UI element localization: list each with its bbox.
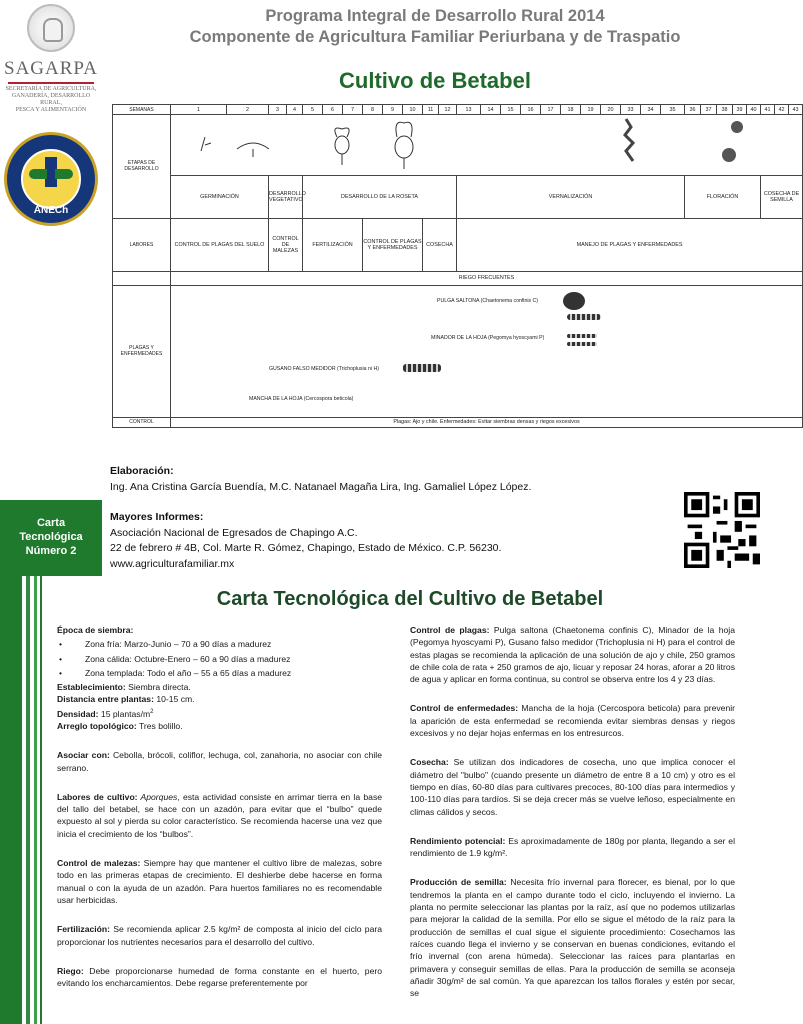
website-link[interactable]: www.agriculturafamiliar.mx — [110, 557, 235, 570]
riego-blank — [113, 271, 171, 285]
riego-label: Riego: — [57, 965, 84, 976]
list-item: • Zona fría: Marzo-Junio – 70 a 90 días a madurez — [57, 638, 382, 650]
establecimiento-label: Establecimiento: — [57, 682, 126, 693]
control-plagas-value: Pulga saltona (Chaetonema confinis C), Minador de la hoja (Pegomya hyoscyami P), Gusano falso medidor (Trichoplusia ni H) para el control de estas plagas se recomienda la aplicación de una solución de ajo y chile, 250 gramos de chile cola de rata + 250 gramos de ajo, licuar y reposar 24 horas, aforar a 20 litros de agua y aplicar en forma continua, su control se observa entre los 4 y 23 días. — [410, 625, 735, 685]
week-cell: 11 — [423, 105, 439, 115]
beet-growth-illustration — [171, 115, 755, 173]
week-cell: 43 — [789, 105, 803, 115]
labor-control-plagas-enfermedades: CONTROL DE PLAGAS Y ENFERMEDADES — [363, 218, 423, 271]
week-cell: 20 — [601, 105, 621, 115]
zonas-list — [57, 638, 382, 679]
leafminer-icon — [567, 334, 597, 338]
labor-control-malezas: CONTROL DE MALEZAS — [269, 218, 303, 271]
week-cell: 6 — [323, 105, 343, 115]
asociar-value: Cebolla, brócoli, coliflor, lechuga, col, zanahoria, no asociar con chile serrano. — [57, 750, 382, 773]
week-cell: 5 — [303, 105, 323, 115]
semilla-value: Necesita frío invernal para florecer, es bienal, por lo que tendremos la planta en el campo durante todo el ciclo, incluyendo el invierno. La planta no permite seleccionar las plantas por la raíz, así que no podemos utilizarlas para mejorar la calidad de la semilla. Por ello se sigue el método de la raíz para la producción de semillas el cual sigue el siguiente procedimiento: Cosechamos las raíces cuando llega el invierno y se conservan en buenas condiciones, evitando el frío invernal (con arena húmeda). Seleccionar las raíces para plantarlas en primavera y conseguir semillas de ellas. Para la producción de semilla se aconseja añadir 30g/m² de sal común. Ya que aparezcan los tallos florales y estén por secar, se — [410, 877, 735, 999]
asociar-label: Asociar con: — [57, 750, 110, 761]
address: 22 de febrero # 4B, Col. Marte R. Gómez, Chapingo, Estado de México. C.P. 56230. — [110, 542, 502, 554]
arreglo-label: Arreglo topológico: — [57, 720, 137, 731]
control-row — [113, 417, 803, 427]
bottom-title: Carta Tecnológica del Cultivo de Betabel — [216, 588, 604, 610]
week-cell: 3 — [269, 105, 287, 115]
distancia-label: Distancia entre plantas: — [57, 694, 154, 705]
elaboracion-heading: Elaboración: — [110, 465, 174, 477]
week-cell: 12 — [439, 105, 457, 115]
week-cell: 39 — [733, 105, 747, 115]
labores-row — [113, 218, 803, 271]
cosecha-label: Cosecha: — [410, 757, 449, 768]
week-cell: 1 — [171, 105, 227, 115]
stage-desarrollo-roseta: DESARROLLO DE LA ROSETA — [303, 176, 457, 219]
informes-heading: Mayores Informes: — [110, 511, 204, 523]
establecimiento-value: Siembra directa. — [125, 682, 191, 693]
page-title: Cultivo de Betabel — [339, 68, 531, 93]
week-cell: 8 — [363, 105, 383, 115]
stage-images-row — [113, 115, 803, 176]
week-cell: 38 — [717, 105, 733, 115]
flea-beetle-icon — [563, 292, 585, 310]
program-title: Programa Integral de Desarrollo Rural 2014 — [265, 7, 605, 25]
labor-cosecha: COSECHA — [423, 218, 457, 271]
crop-calendar-table — [112, 104, 803, 428]
labor-manejo-plagas: MANEJO DE PLAGAS Y ENFERMEDADES — [457, 218, 803, 271]
program-header — [110, 6, 760, 48]
pest-mancha-hoja: MANCHA DE LA HOJA (Cercospora beticola) — [249, 395, 354, 402]
stage-vernalizacion: VERNALIZACIÓN — [457, 176, 685, 219]
week-cell: 36 — [685, 105, 701, 115]
decorative-stripes — [0, 576, 44, 1024]
week-cell: 34 — [641, 105, 661, 115]
control-enfermedades-label: Control de enfermedades: — [410, 703, 519, 714]
riego-row — [113, 271, 803, 285]
credits-block — [110, 464, 670, 572]
week-cell: 16 — [521, 105, 541, 115]
week-cell: 19 — [581, 105, 601, 115]
riego-frecuentes: RIEGO FRECUENTES — [171, 271, 803, 285]
sagarpa-rule — [8, 82, 94, 84]
stage-desarrollo-vegetativo: DESARROLLO VEGETATIVO — [269, 176, 303, 219]
stage-illustrations — [171, 115, 803, 176]
plagas-area — [171, 285, 803, 417]
week-cell: 15 — [501, 105, 521, 115]
left-sidebar — [0, 0, 102, 576]
labor-fertilizacion: FERTILIZACIÓN — [303, 218, 363, 271]
pest-pulga-saltona: PULGA SALTONA (Chaetonema confinis C) — [437, 297, 539, 304]
stage-germinacion: GERMINACIÓN — [171, 176, 269, 219]
control-plagas-label: Control de plagas: — [410, 625, 490, 635]
distancia-value: 10-15 cm. — [153, 694, 195, 705]
week-cell: 33 — [621, 105, 641, 115]
carta-line-2: Tecnológica — [19, 531, 83, 543]
densidad-label: Densidad: — [57, 708, 99, 719]
sagarpa-logo-text: SAGARPA — [4, 58, 98, 79]
rendimiento-label: Rendimiento potencial: — [410, 835, 506, 846]
week-cell: 9 — [383, 105, 403, 115]
carta-line-1: Carta — [36, 517, 66, 529]
carta-line-3: Número 2 — [25, 545, 77, 557]
stages-row — [113, 176, 803, 219]
left-column: Época de siembra: • Zona fría: Marzo-Junio – 70 a 90 días a madurez • Zona cálida: Octubre-Enero – 60 a 90 días a madurez • Zona templada: Todo el año – 55 a 65 días a madurez Establecimiento: Siembra directa. Distancia entre plantas: 10-15 cm. Densidad: 15 plantas/$m^2$ Arreglo topológico: Tres bolillo. Asociar con: Cebolla, brócoli, coliflor, lechuga, col, zanahoria, no asociar con chile serrano. Labores de cultivo: Aporques, esta actividad consiste en arrimar tierra en la base del tallo del betabel, se hace con un azadón, para evitar que el “bulbo” quede expuesto al sol y pierda su color característico. Se recomienda hacerse una vez que inicia el crecimiento de los “bulbos”. Control de malezas: Siempre hay que mantener el cultivo libre de malezas, sobre todo en las primeras etapas de crecimiento. El deshierbe debe hacerse en forma manual o con la ayuda de un azadón. Para huertos familiares no es recomendable usar herbicidas. Fertilización: Se recomienda aplicar 2.5 kg/m² de composta al inicio del ciclo para proporcionar los nutrientes necesarios para el desarrollo del cultivo. Riego: Debe proporcionarse humedad de forma constante en el huerto, pero evitando los encharcamientos. Debe regarse preferentemente por — [57, 624, 382, 998]
leafminer-pupa-icon — [567, 342, 597, 346]
week-cell: 17 — [541, 105, 561, 115]
labores-label: Labores de cultivo: — [57, 791, 138, 802]
control-enfermedades-value: Mancha de la hoja (Cercospora beticola) para prevenir la aparición de esta enfermedad se recomienda evitar siembras densas y riegos excesivos y no dejar hojas enfermas en los entresurcos. — [410, 703, 735, 739]
mexico-seal-icon — [27, 4, 75, 52]
control-label: CONTROL — [113, 417, 171, 427]
malezas-label: Control de malezas: — [57, 858, 141, 869]
weeks-label: SEMANAS — [113, 105, 171, 115]
qr-code-icon — [684, 492, 760, 568]
week-cell: 37 — [701, 105, 717, 115]
week-cell: 4 — [287, 105, 303, 115]
labores-value: , esta actividad consiste en arrimar tierra en la base del tallo del betabel, se hace con un azadón, para evitar que el “bulbo” quede expuesto al sol y pierda su color característico. Se recomienda hacerse una vez que inicia el crecimiento de los “bulbos”. — [57, 791, 383, 839]
labor-control-plagas-suelo: CONTROL DE PLAGAS DEL SUELO — [171, 218, 269, 271]
control-text: Plagas: Ajo y chile. Enfermedades: Evitar siembras densas y riegos excesivos — [171, 417, 803, 427]
plagas-label: PLAGAS Y ENFERMEDADES — [113, 285, 171, 417]
arreglo-value: Tres bolillo. — [136, 720, 183, 731]
stages-label: ETAPAS DE DESARROLLO — [113, 115, 171, 219]
larva-icon — [567, 314, 601, 320]
carta-label — [4, 516, 98, 558]
semilla-label: Producción de semilla: — [410, 877, 507, 888]
week-cell: 10 — [403, 105, 423, 115]
right-column — [410, 624, 735, 1008]
week-cell: 40 — [747, 105, 761, 115]
epoca-label: Época de siembra: — [57, 625, 134, 635]
densidad-value: 15 plantas/m — [98, 708, 151, 719]
week-cell: 41 — [761, 105, 775, 115]
organization: Asociación Nacional de Egresados de Chapingo A.C. — [110, 526, 358, 539]
anech-logo — [4, 132, 98, 226]
week-cell: 13 — [457, 105, 481, 115]
fertilizacion-label: Fertilización: — [57, 924, 111, 935]
malezas-value: Siempre hay que mantener el cultivo libre de malezas, sobre todo en las primeras etapas de crecimiento. El deshierbe debe hacerse en forma manual o con la ayuda de un azadón. Para huertos familiares no es recomendable usar herbicidas. — [57, 858, 382, 905]
anech-abbr: ANECh — [33, 205, 69, 216]
labores-label: LABORES — [113, 218, 171, 271]
riego-value: Debe proporcionarse humedad de forma constante en el huerto, pero evitando los encharcamientos. Debe regarse preferentemente por — [57, 965, 382, 989]
week-cell: 14 — [481, 105, 501, 115]
stage-floracion: FLORACIÓN — [685, 176, 761, 219]
stage-cosecha-semilla: COSECHA DE SEMILLA — [761, 176, 803, 219]
week-cell: 18 — [561, 105, 581, 115]
authors: Ing. Ana Cristina García Buendía, M.C. Natanael Magaña Lira, Ing. Gamaliel López López. — [110, 480, 532, 493]
cosecha-value: Se utilizan dos indicadores de cosecha, uno que implica conocer el diámetro del "bulbo" (cuando presente un diámetro de entre 8 a 10 cm) y otro es el tiempo en días, 60-80 días para cultivares precoces, 80-100 días para intermedios y 100-110 días para tardíos. Si se deja crecer más se vuelve leñoso, especialmente en climas cálidos y secos. — [410, 757, 735, 817]
sagarpa-subtitle: SECRETARÍA DE AGRICULTURA, GANADERÍA, DESARROLLO RURAL, PESCA Y ALIMENTACIÓN — [5, 86, 97, 113]
week-cell: 35 — [661, 105, 685, 115]
plagas-row — [113, 285, 803, 417]
week-cell: 7 — [343, 105, 363, 115]
fertilizacion-value: Se recomienda aplicar 2.5 kg/m² de composta al inicio del ciclo para proporcionar los nutrientes necesarios para el desarrollo del cultivo. — [57, 924, 382, 947]
rendimiento-value: Es aproximadamente de 180g por planta, llegando a ser el rendimiento de 1.9 kg/m². — [410, 835, 735, 859]
week-cell: 2 — [227, 105, 269, 115]
aporques-term: Aporques — [137, 791, 178, 802]
list-item: • Zona cálida: Octubre-Enero – 60 a 90 días a madurez — [57, 653, 382, 665]
week-cell: 42 — [775, 105, 789, 115]
pest-gusano-falso-medidor: GUSANO FALSO MEDIDOR (Trichoplusia ni H) — [269, 365, 379, 372]
list-item: • Zona templada: Todo el año – 55 a 65 días a madurez — [57, 667, 382, 679]
looper-caterpillar-icon — [403, 364, 441, 372]
component-title: Componente de Agricultura Familiar Periurbana y de Traspatio — [189, 28, 681, 46]
weeks-row — [113, 105, 803, 115]
pest-minador: MINADOR DE LA HOJA (Pegomya hyoscyami P) — [431, 334, 545, 341]
